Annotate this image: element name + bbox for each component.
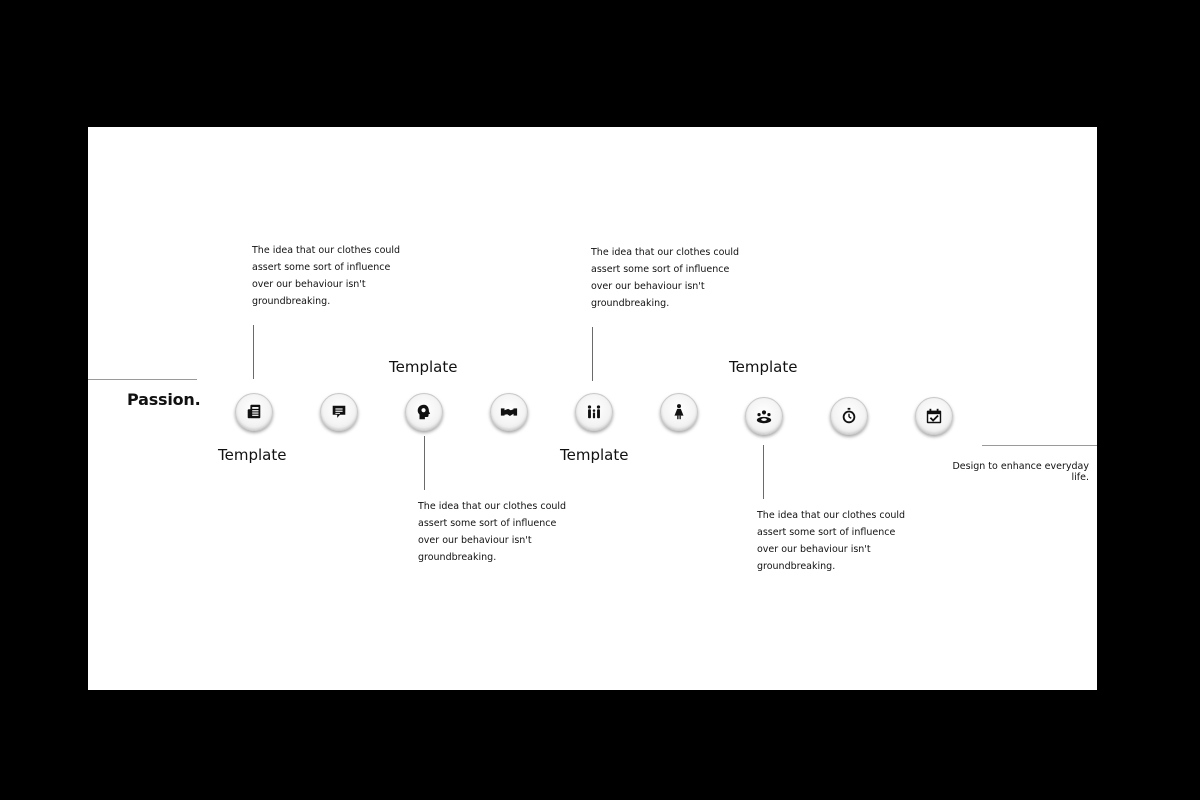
left-rule <box>88 379 197 380</box>
description-text: The idea that our clothes could assert some sort of influence over our behaviour isn't groundbreaking. <box>418 501 567 563</box>
right-rule <box>982 445 1097 446</box>
calendar-button[interactable] <box>915 397 953 435</box>
newspaper-button[interactable] <box>235 393 273 431</box>
description-4 <box>757 507 927 575</box>
team-button[interactable] <box>745 397 783 435</box>
connector-4 <box>763 445 764 499</box>
chat-button[interactable] <box>320 393 358 431</box>
chat-bubble-icon <box>330 403 348 421</box>
connector-3 <box>592 327 593 381</box>
woman-button[interactable] <box>660 393 698 431</box>
woman-icon <box>670 403 688 421</box>
head-idea-icon <box>415 403 433 421</box>
label-top-2: Template <box>729 358 798 376</box>
slide <box>88 127 1097 690</box>
label-bottom-1: Template <box>218 446 287 464</box>
description-text: The idea that our clothes could assert some sort of influence over our behaviour isn't groundbreaking. <box>252 245 401 307</box>
team-icon <box>755 407 773 425</box>
label-bottom-2: Template <box>560 446 629 464</box>
connector-1 <box>253 325 254 379</box>
calendar-check-icon <box>925 407 943 425</box>
family-icon <box>585 403 603 421</box>
handshake-button[interactable] <box>490 393 528 431</box>
handshake-icon <box>500 403 518 421</box>
family-button[interactable] <box>575 393 613 431</box>
stopwatch-button[interactable] <box>830 397 868 435</box>
tagline: Design to enhance everyday life. <box>952 461 1089 483</box>
description-1 <box>252 242 422 310</box>
connector-2 <box>424 436 425 490</box>
page-title: Passion. <box>127 390 201 409</box>
newspaper-icon <box>245 403 263 421</box>
description-text: The idea that our clothes could assert some sort of influence over our behaviour isn't groundbreaking. <box>757 510 906 572</box>
description-3 <box>591 244 761 312</box>
label-top-1: Template <box>389 358 458 376</box>
description-2 <box>418 498 588 566</box>
description-text: The idea that our clothes could assert some sort of influence over our behaviour isn't groundbreaking. <box>591 247 740 309</box>
idea-button[interactable] <box>405 393 443 431</box>
stopwatch-icon <box>840 407 858 425</box>
